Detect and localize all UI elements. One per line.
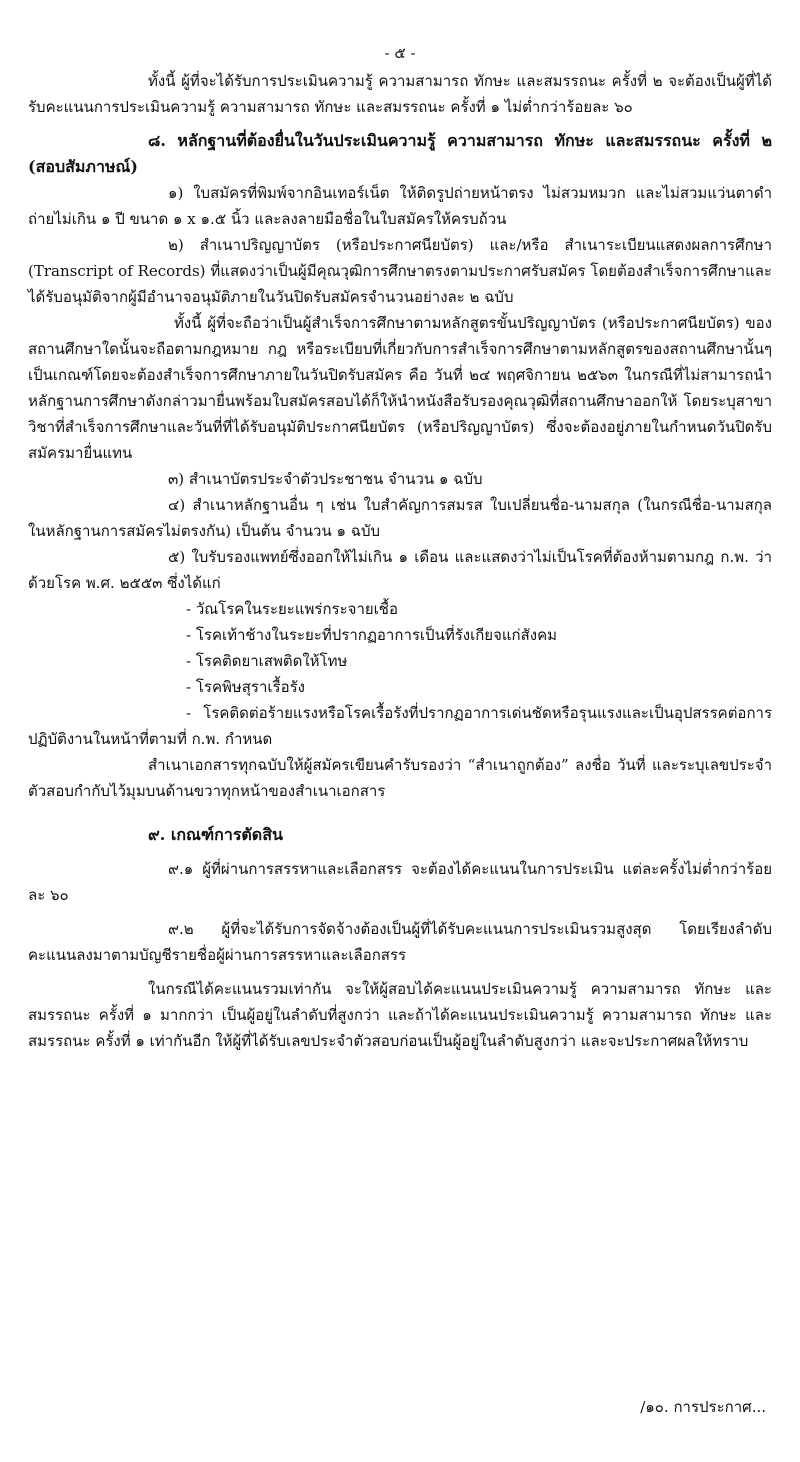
section-9-item-2: ๙.๒ ผู้ที่จะได้รับการจัดจ้างต้องเป็นผู้ที่ได้รับคะแนนการประเมินรวมสูงสุด โดยเรียงลำดับคะแนนลงมาตามบัญชีรายชื่อผู้ผ่านการสรรหาและเลือกสรร [28, 920, 772, 964]
tie-rule-paragraph: ในกรณีได้คะแนนรวมเท่ากัน จะให้ผู้สอบได้คะแนนประเมินความรู้ ความสามารถ ทักษะ และสมรรถนะ ครั้งที่ ๑ มากกว่า เป็นผู้อยู่ในลำดับที่สูงกว่า และถ้าได้คะแนนประเมินความรู้ ความสามารถ ทักษะ และสมรรถนะ ครั้งที่ ๑ เท่ากันอีก ให้ผู้ที่ได้รับเลขประจำตัวสอบก่อนเป็นผู้อยู่ในลำดับสูงกว่า และจะประกาศผลให้ทราบ [28, 980, 772, 1050]
intro-paragraph: ทั้งนี้ ผู้ที่จะได้รับการประเมินความรู้ ความสามารถ ทักษะ และสมรรถนะ ครั้งที่ ๒ จะต้องเป็นผู้ที่ได้รับคะแนนการประเมินความรู้ ความสามารถ ทักษะ และสมรรถนะ ครั้งที่ ๑ ไม่ต่ำกว่าร้อยละ ๖๐ [28, 72, 772, 116]
copy-certification-note: สำเนาเอกสารทุกฉบับให้ผู้สมัครเขียนคำรับรองว่า “สำเนาถูกต้อง” ลงชื่อ วันที่ และระบุเลขประจำตัวสอบกำกับไว้มุมบนด้านขวาทุกหน้าของสำเนาเอกสาร [28, 756, 772, 800]
disease-item-last: - โรคติดต่อร้ายแรงหรือโรคเรื้อรังที่ปรากฏอาการเด่นชัดหรือรุนแรงและเป็นอุปสรรคต่อการปฏิบัติงานในหน้าที่ตามที่ ก.พ. กำหนด [28, 704, 772, 748]
section-9-item-1: ๙.๑ ผู้ที่ผ่านการสรรหาและเลือกสรร จะต้องได้คะแนนในการประเมิน แต่ละครั้งไม่ต่ำกว่าร้อยละ ๖๐ [28, 860, 772, 904]
section-8-item-5: ๕) ใบรับรองแพทย์ซึ่งออกให้ไม่เกิน ๑ เดือน และแสดงว่าไม่เป็นโรคที่ต้องห้ามตามกฎ ก.พ. ว่าด้วยโรค พ.ศ. ๒๕๕๓ ซึ่งได้แก่ [28, 548, 772, 592]
disease-item: - โรคเท้าช้างในระยะที่ปรากฏอาการเป็นที่รังเกียจแก่สังคม [186, 626, 558, 644]
disease-item: - โรคติดยาเสพติดให้โทษ [186, 652, 348, 670]
section-8-item-1: ๑) ใบสมัครที่พิมพ์จากอินเทอร์เน็ต ให้ติดรูปถ่ายหน้าตรง ไม่สวมหมวก และไม่สวมแว่นตาดำ ถ่ายไม่เกิน ๑ ปี ขนาด ๑ x ๑.๕ นิ้ว และลงลายมือชื่อในใบสมัครให้ครบถ้วน [28, 184, 772, 228]
section-8-item-2: ๒) สำเนาปริญญาบัตร (หรือประกาศนียบัตร) และ/หรือ สำเนาระเบียนแสดงผลการศึกษา (Transcript of Records) ที่แสดงว่าเป็นผู้มีคุณวุฒิการศึกษาตรงตามประกาศรับสมัคร โดยต้องสำเร็จการศึกษาและได้รับอนุมัติจากผู้มีอำนาจอนุมัติภายในวันปิดรับสมัครจำนวนอย่างละ ๒ ฉบับ [28, 236, 772, 306]
section-9-heading: ๙. เกณฑ์การตัดสิน [148, 825, 283, 844]
section-8-heading: ๘. หลักฐานที่ต้องยื่นในวันประเมินความรู้ ความสามารถ ทักษะ และสมรรถนะ ครั้งที่ ๒ (สอบสัมภาษณ์) [28, 131, 772, 176]
continuation-reference: /๑๐. การประกาศ... [640, 1398, 766, 1416]
section-8-item-3: ๓) สำเนาบัตรประจำตัวประชาชน จำนวน ๑ ฉบับ [168, 470, 483, 488]
document-body [28, 68, 772, 1054]
section-8-item-4: ๔) สำเนาหลักฐานอื่น ๆ เช่น ใบสำคัญการสมรส ใบเปลี่ยนชื่อ-นามสกุล (ในกรณีชื่อ-นามสกุล ในหลักฐานการสมัครไม่ตรงกัน) เป็นต้น จำนวน ๑ ฉบับ [28, 496, 772, 540]
disease-list [28, 596, 772, 700]
disease-item: - วัณโรคในระยะแพร่กระจายเชื้อ [186, 600, 398, 618]
page-number: - ๕ - [384, 44, 416, 62]
section-8-item-2-note: ทั้งนี้ ผู้ที่จะถือว่าเป็นผู้สำเร็จการศึกษาตามหลักสูตรขั้นปริญญาบัตร (หรือประกาศนียบัตร) ของสถานศึกษาใดนั้นจะถือตามกฎหมาย กฎ หรือระเบียบที่เกี่ยวกับการสำเร็จการศึกษาตามหลักสูตรของสถานศึกษานั้นๆ เป็นเกณฑ์โดยจะต้องสำเร็จการศึกษาภายในวันปิดรับสมัคร คือ วันที่ ๒๔ พฤศจิกายน ๒๕๖๓ ในกรณีที่ไม่สามารถนำหลักฐานการศึกษาดังกล่าวมายื่นพร้อมใบสมัครสอบได้ก็ให้นำหนังสือรับรองคุณวุฒิที่สถานศึกษาออกให้ โดยระบุสาขาวิชาที่สำเร็จการศึกษาและวันที่ที่ได้รับอนุมัติประกาศนียบัตร (หรือปริญญาบัตร) ซึ่งจะต้องอยู่ภายในกำหนดวันปิดรับสมัครมายื่นแทน [28, 314, 772, 462]
disease-item: - โรคพิษสุราเรื้อรัง [186, 678, 305, 696]
